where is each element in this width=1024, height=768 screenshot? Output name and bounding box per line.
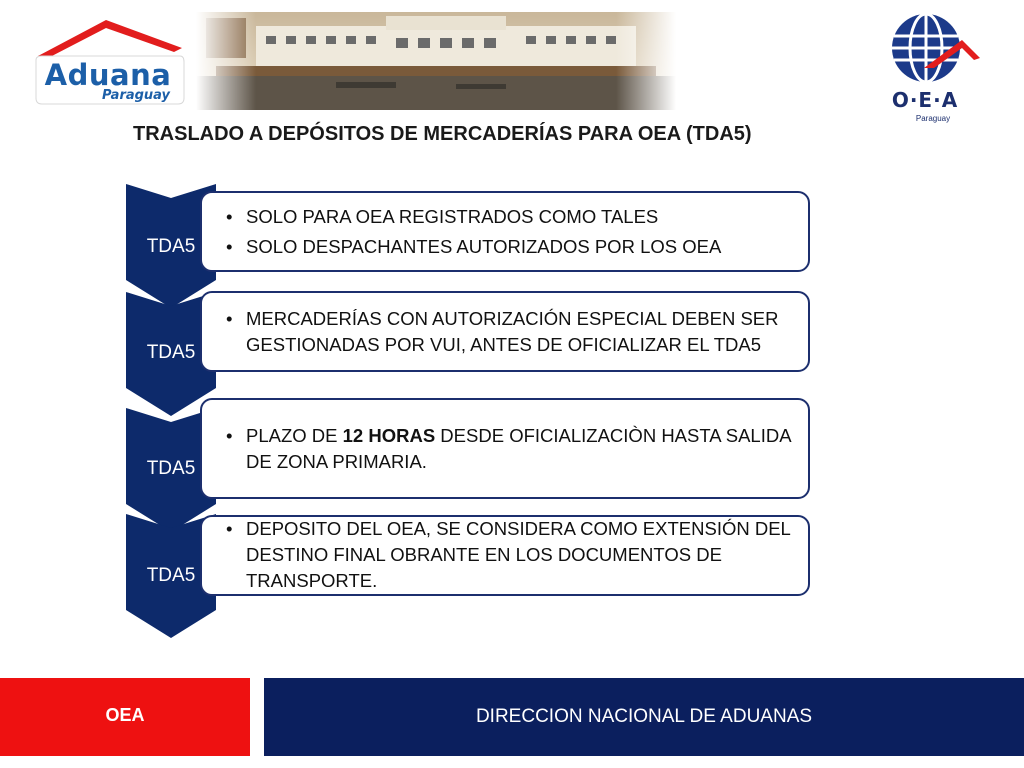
bullet-emphasis: 12 HORAS <box>342 425 436 446</box>
bullet-item: • DEPOSITO DEL OEA, SE CONSIDERA COMO EXTENSIÓN DEL DESTINO FINAL OBRANTE EN LOS DOCUMENTOS DE TRANSPORTE. <box>226 516 796 594</box>
customs-building-photo <box>196 12 676 110</box>
bullet-item <box>226 423 796 475</box>
step-label: TDA5 <box>146 236 196 257</box>
aduana-logo-country: Paraguay <box>101 88 171 103</box>
page-title: TRASLADO A DEPÓSITOS DE MERCADERÍAS PARA OEA (TDA5) <box>133 123 752 145</box>
oea-logo-name: O·E·A <box>891 88 959 112</box>
oea-logo <box>880 10 984 123</box>
footer-oea: OEA <box>0 678 250 756</box>
oea-logo-country: Paraguay <box>915 114 951 123</box>
step-bullets <box>226 204 796 260</box>
footer-agency: DIRECCION NACIONAL DE ADUANAS <box>264 678 1024 756</box>
globe-icon <box>880 10 984 90</box>
step-bullets <box>226 516 796 594</box>
aduana-logo-name: Aduana <box>44 58 172 92</box>
step-bullets <box>226 306 796 358</box>
bullet-text: PLAZO DE <box>246 425 343 446</box>
step-label: TDA5 <box>146 342 196 363</box>
bullet-item: • MERCADERÍAS CON AUTORIZACIÓN ESPECIAL DEBEN SER GESTIONADAS POR VUI, ANTES DE OFICIALIZAR EL TDA5 <box>226 306 796 358</box>
step-bullets <box>226 423 796 475</box>
aduana-logo <box>34 18 186 106</box>
bullet-item: • SOLO DESPACHANTES AUTORIZADOS POR LOS OEA <box>226 234 796 260</box>
bullet-item: • SOLO PARA OEA REGISTRADOS COMO TALES <box>226 204 796 230</box>
step-label: TDA5 <box>146 565 196 586</box>
bullet-text: DESDE OFICIALIZACIÒN HASTA SALIDA DE ZONA PRIMARIA. <box>246 425 791 472</box>
step-label: TDA5 <box>146 458 196 479</box>
